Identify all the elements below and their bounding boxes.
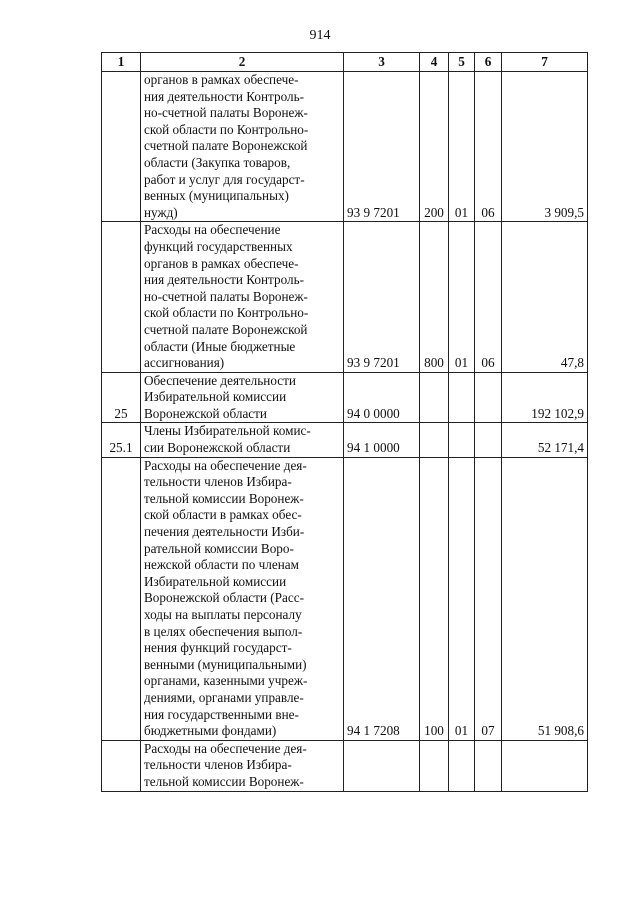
row-number bbox=[102, 72, 141, 222]
table-row bbox=[102, 372, 588, 423]
row-code: 94 1 7208 bbox=[344, 457, 420, 740]
header-cell: 4 bbox=[420, 53, 449, 72]
row-number bbox=[102, 222, 141, 372]
row-expense-type: 100 bbox=[420, 457, 449, 740]
row-description: Расходы на обеспечение дея- тельности членов Избира- тельной комиссии Воронеж- ской области в рамках обес- печения деятельности Изби- рательной комиссии Воро- нежской области по членам Избирательной комиссии Воронежской области (Расс- ходы на выплаты персоналу в целях обеспечения выпол- нения функций государст- венными (муниципальными) органами, казенными учреж- дениями, органами управле- ния государственными вне- бюджетными фондами) bbox=[141, 457, 344, 740]
row-expense-type bbox=[420, 372, 449, 423]
row-code: 93 9 7201 bbox=[344, 222, 420, 372]
row-section: 01 bbox=[449, 457, 475, 740]
row-number bbox=[102, 740, 141, 791]
row-description: Члены Избирательной комис- сии Воронежской области bbox=[141, 423, 344, 457]
header-cell: 5 bbox=[449, 53, 475, 72]
row-code: 94 0 0000 bbox=[344, 372, 420, 423]
row-subsection bbox=[475, 740, 502, 791]
row-number: 25 bbox=[102, 372, 141, 423]
row-amount: 51 908,6 bbox=[502, 457, 588, 740]
row-code bbox=[344, 740, 420, 791]
table-row bbox=[102, 740, 588, 791]
row-section: 01 bbox=[449, 222, 475, 372]
row-amount: 47,8 bbox=[502, 222, 588, 372]
row-subsection bbox=[475, 372, 502, 423]
row-expense-type: 800 bbox=[420, 222, 449, 372]
row-expense-type bbox=[420, 740, 449, 791]
header-row bbox=[102, 53, 588, 72]
table-row bbox=[102, 222, 588, 372]
row-description: Обеспечение деятельности Избирательной комиссии Воронежской области bbox=[141, 372, 344, 423]
row-expense-type bbox=[420, 423, 449, 457]
table-row bbox=[102, 457, 588, 740]
header-cell: 6 bbox=[475, 53, 502, 72]
header-cell: 1 bbox=[102, 53, 141, 72]
row-amount: 192 102,9 bbox=[502, 372, 588, 423]
row-subsection: 06 bbox=[475, 72, 502, 222]
row-amount bbox=[502, 740, 588, 791]
budget-table bbox=[101, 52, 588, 792]
row-section bbox=[449, 423, 475, 457]
table-row bbox=[102, 72, 588, 222]
row-number: 25.1 bbox=[102, 423, 141, 457]
header-cell: 7 bbox=[502, 53, 588, 72]
header-cell: 2 bbox=[141, 53, 344, 72]
header-cell: 3 bbox=[344, 53, 420, 72]
row-description: Расходы на обеспечение функций государственных органов в рамках обеспече- ния деятельности Контроль- но-счетной палаты Воронеж- ской области по Контрольно- счетной палате Воронежской области (Иные бюджетные ассигнования) bbox=[141, 222, 344, 372]
table-row bbox=[102, 423, 588, 457]
row-section bbox=[449, 372, 475, 423]
row-subsection bbox=[475, 423, 502, 457]
row-section: 01 bbox=[449, 72, 475, 222]
row-amount: 52 171,4 bbox=[502, 423, 588, 457]
row-amount: 3 909,5 bbox=[502, 72, 588, 222]
row-code: 93 9 7201 bbox=[344, 72, 420, 222]
row-description: органов в рамках обеспече- ния деятельности Контроль- но-счетной палаты Воронеж- ской области по Контрольно- счетной палате Воронежской области (Закупка товаров, работ и услуг для государст- венных (муниципальных) нужд) bbox=[141, 72, 344, 222]
row-section bbox=[449, 740, 475, 791]
row-number bbox=[102, 457, 141, 740]
row-description: Расходы на обеспечение дея- тельности членов Избира- тельной комиссии Воронеж- bbox=[141, 740, 344, 791]
page-number: 914 bbox=[309, 28, 331, 43]
row-expense-type: 200 bbox=[420, 72, 449, 222]
row-code: 94 1 0000 bbox=[344, 423, 420, 457]
row-subsection: 06 bbox=[475, 222, 502, 372]
row-subsection: 07 bbox=[475, 457, 502, 740]
